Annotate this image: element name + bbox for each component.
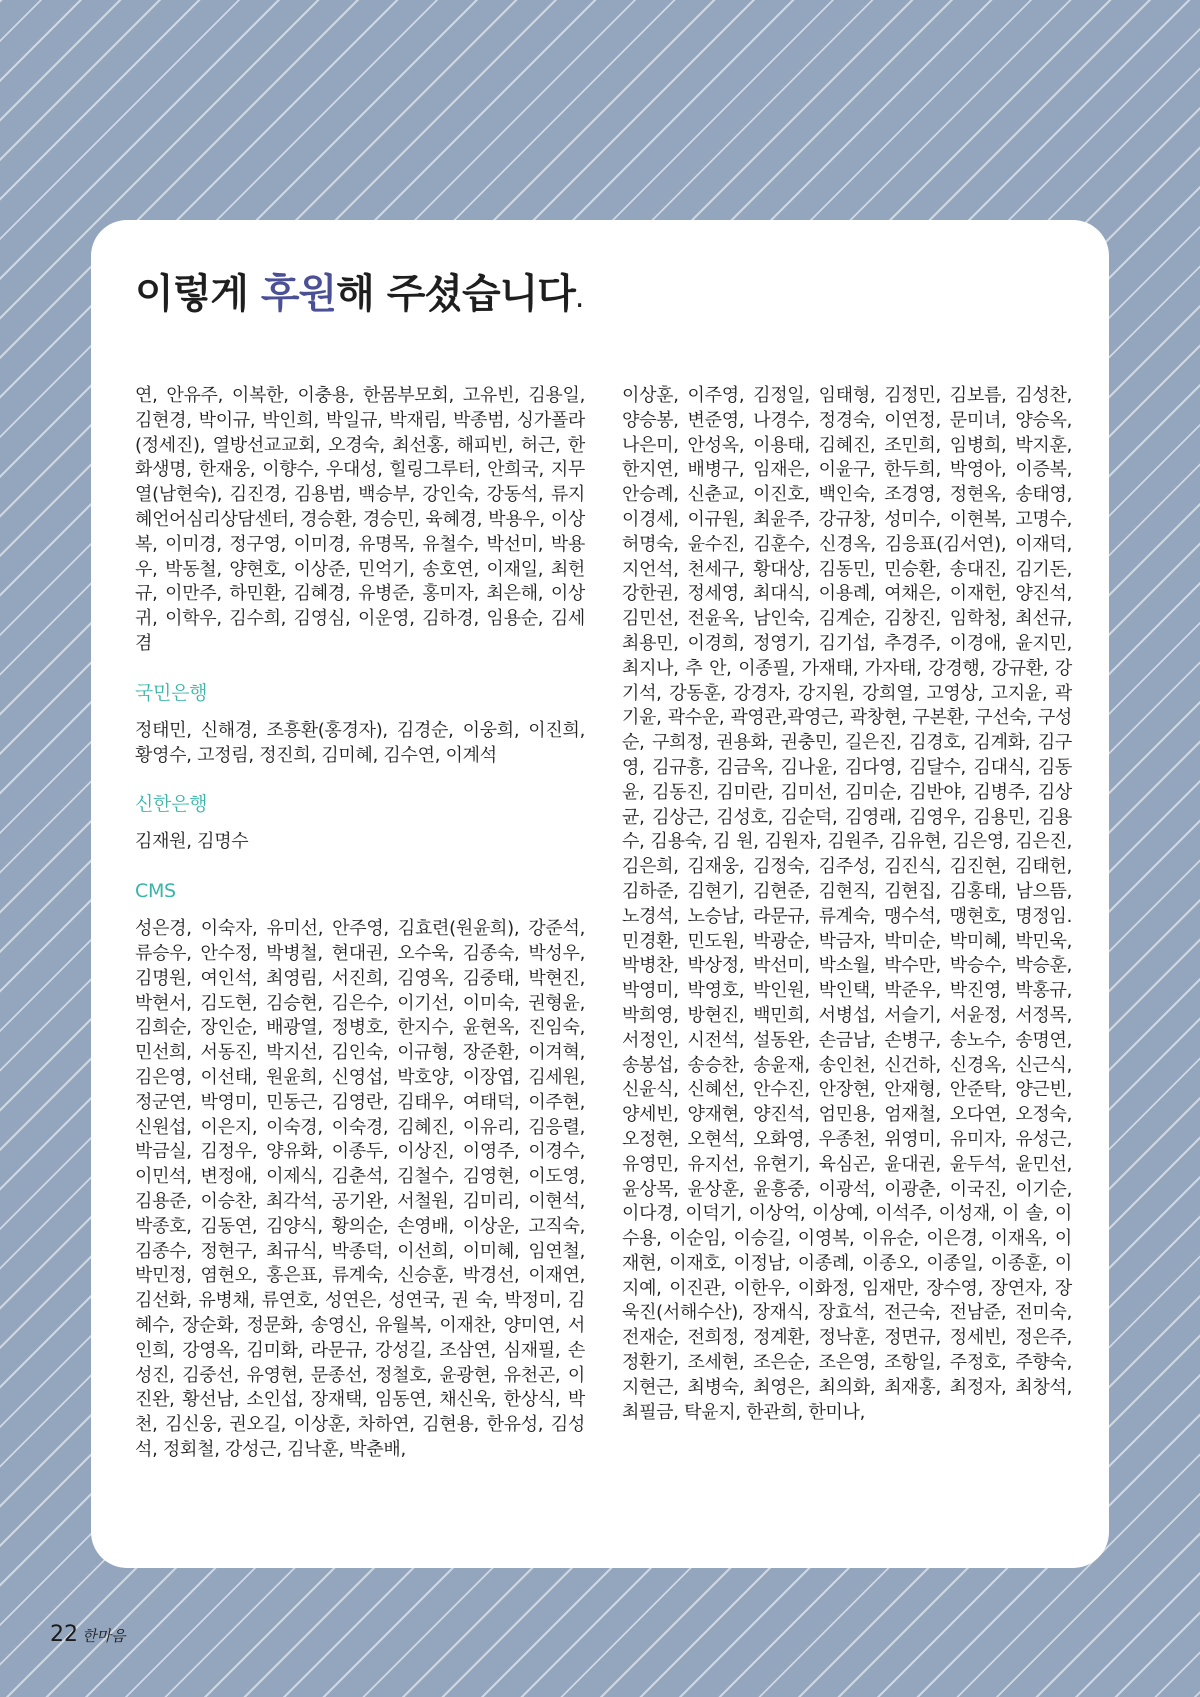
donor-list-intro: 연, 안유주, 이복한, 이충용, 한몸부모회, 고유빈, 김용일, 김현경, 박이규, 박인희, 박일규, 박재림, 박종범, 싱가폴라(정세진), 열방선교교회, 오경숙, 최선홍, 해피빈, 허근, 한화생명, 한재웅, 이향수, 우대성, 힐링그루터, 안희국, 지무열(남현숙), 김진경, 김용범, 백승부, 강인숙, 강동석, 류지혜언어심리상담센터, 경승환, 경승민, 육혜경, 박용우, 이상복, 이미경, 정구영, 이미경, 유명목, 유철수, 박선미, 박용우, 박동철, 양현호, 이상준, 민억기, 송호연, 이재일, 최헌규, 이만주, 하민환, 김혜경, 유병준, 홍미자, 최은해, 이상귀, 이학우, 김수희, 김영심, 이운영, 김하경, 임용순, 김세겸 (135, 385, 585, 654)
page-title (135, 262, 583, 319)
title-period: . (574, 280, 584, 315)
title-prefix: 이렇게 (135, 271, 261, 317)
donor-list-shinhan: 김재원, 김명수 (135, 831, 249, 853)
right-column (622, 384, 1072, 1425)
section-heading-shinhan: 신한은행 (135, 793, 208, 816)
donor-list-continued: 이상훈, 이주영, 김정일, 임태형, 김정민, 김보름, 김성찬, 양승봉, 변준영, 나경수, 정경숙, 이연정, 문미녀, 양승옥, 나은미, 안성옥, 이용태, 김혜진, 조민희, 임병희, 박지훈, 한지연, 배병구, 임재은, 이윤구, 한두희, 박영아, 이증복, 안승례, 신춘교, 이진호, 백인숙, 조경영, 정현옥, 송태영, 이경세, 이규원, 최윤주, 강규창, 성미수, 이현복, 고명수, 허명숙, 윤수진, 김훈수, 신경옥, 김응표(김서연), 이재덕, 지언석, 천세구, 황대상, 김동민, 민승환, 송대진, 김기돈, 강한권, 정세영, 최대식, 이용례, 여채은, 이재헌, 양진석, 김민선, 전윤옥, 남인숙, 김계순, 김창진, 임학청, 최선규, 최용민, 이경희, 정영기, 김기섭, 추경주, 이경애, 윤지민, 최지나, 추 안, 이종필, 가재태, 가자태, 강경행, 강규환, 강기석, 강동훈, 강경자, 강지원, 강희열, 고영상, 고지윤, 곽기윤, 곽수운, 곽영관,곽영근, 곽창현, 구본환, 구선숙, 구성순, 구희정, 권용화, 권충민, 길은진, 김경호, 김계화, 김구영, 김규흥, 김금옥, 김나윤, 김다영, 김달수, 김대식, 김동윤, 김동진, 김미란, 김미선, 김미순, 김반야, 김병주, 김상균, 김상근, 김성호, 김순덕, 김영래, 김영우, 김용민, 김용수, 김용숙, 김 원, 김원자, 김원주, 김유현, 김은영, 김은진, 김은희, 김재웅, 김정숙, 김주성, 김진식, 김진현, 김태헌, 김하준, 김현기, 김현준, 김현직, 김현집, 김홍태, 남으뜸, 노경석, 노승남, 라문규, 류계숙, 맹수석, 맹현호, 명정임. 민경환, 민도원, 박광순, 박금자, 박미순, 박미혜, 박민욱, 박병찬, 박상정, 박선미, 박소월, 박수만, 박승수, 박승훈, 박영미, 박영호, 박인원, 박인택, 박준우, 박진영, 박홍규, 박희영, 방현진, 백민희, 서병섭, 서슬기, 서윤정, 서정목, 서정인, 시전석, 설동완, 손금남, 손병구, 송노수, 송명연, 송봉섭, 송승찬, 송윤재, 송인천, 신건하, 신경옥, 신근식, 신윤식, 신혜선, 안수진, 안장현, 안재형, 안준탁, 양근빈, 양세빈, 양재현, 양진석, 엄민용, 엄재철, 오다연, 오정숙, 오정현, 오현석, 오화영, 우종천, 위영미, 유미자, 유성근, 유영민, 유지선, 유현기, 육심곤, 윤대권, 윤두석, 윤민선, 윤상목, 윤상훈, 윤흥중, 이광석, 이광춘, 이국진, 이기순, 이다경, 이덕기, 이상억, 이상예, 이석주, 이성재, 이 솔, 이수용, 이순임, 이승길, 이영복, 이유순, 이은경, 이재옥, 이재현, 이재호, 이정남, 이종례, 이종오, 이종일, 이종훈, 이지예, 이진관, 이한우, 이화정, 임재만, 장수영, 장연자, 장욱진(서해수산), 장재식, 장효석, 전근숙, 전남준, 전미숙, 전재순, 전희정, 정계환, 정낙훈, 정면규, 정세빈, 정은주, 정환기, 조세현, 조은순, 조은영, 조항일, 주정호, 주향숙, 지현근, 최병숙, 최영은, 최의화, 최재홍, 최정자, 최창석, 최필금, 탁윤지, 한관희, 한미나, (622, 385, 1072, 1423)
section-heading-kookmin: 국민은행 (135, 681, 208, 704)
page-footer (50, 1622, 125, 1647)
donor-list-kookmin: 정태민, 신해경, 조흥환(홍경자), 김경순, 이웅희, 이진희, 황영수, 고정림, 정진희, 김미혜, 김수연, 이계석 (135, 719, 585, 766)
left-column (135, 384, 585, 1463)
page-number: 22 (50, 1622, 78, 1647)
title-highlight: 후원 (260, 271, 337, 317)
donor-list-cms: 성은경, 이숙자, 유미선, 안주영, 김효련(원윤희), 강준석, 류승우, 안수정, 박병철, 현대권, 오수욱, 김종숙, 박성우, 김명원, 여인석, 최영림, 서진희, 김영옥, 김중태, 박현진, 박현서, 김도현, 김승현, 김은수, 이기선, 이미숙, 권형윤, 김희순, 장인순, 배광열, 정병호, 한지수, 윤현옥, 진임숙, 민선희, 서동진, 박지선, 김인숙, 이규형, 장준환, 이겨혁, 김은영, 이선태, 원윤희, 신영섭, 박호양, 이장엽, 김세원, 정군연, 박영미, 민동근, 김영란, 김태우, 여태덕, 이주현, 신원섭, 이은지, 이숙경, 이숙경, 김혜진, 이유리, 김응렬, 박금실, 김정우, 양유화, 이종두, 이상진, 이영주, 이경수, 이민석, 변정애, 이제식, 김춘석, 김철수, 김영현, 이도영, 김용준, 이승찬, 최각석, 공기완, 서철원, 김미리, 이현석, 박종호, 김동연, 김양식, 황의순, 손영배, 이상운, 고직숙, 김종수, 정현구, 최규식, 박종덕, 이선희, 이미혜, 임연철, 박민정, 염현오, 홍은표, 류계숙, 신승훈, 박경선, 이재연, 김선화, 유병채, 류연호, 성연은, 성연국, 권 숙, 박정미, 김혜수, 장순화, 정문화, 송영신, 유월복, 이재찬, 양미연, 서인희, 강영옥, 김미화, 라문규, 강성길, 조삼연, 심재필, 손성진, 김중선, 유영현, 문종선, 정철호, 윤광현, 유천곤, 이진완, 황선남, 소인섭, 장재택, 임동연, 채신욱, 한상식, 박 천, 김신웅, 권오길, 이상훈, 차하연, 김현용, 한유성, 김성석, 정회철, 강성근, 김낙훈, 박춘배, (135, 918, 585, 1460)
section-heading-cms: CMS (135, 880, 176, 903)
donor-list-card (91, 220, 1109, 1568)
title-suffix: 해 주셨습니다 (336, 271, 575, 317)
magazine-name: 한마음 (82, 1627, 126, 1645)
